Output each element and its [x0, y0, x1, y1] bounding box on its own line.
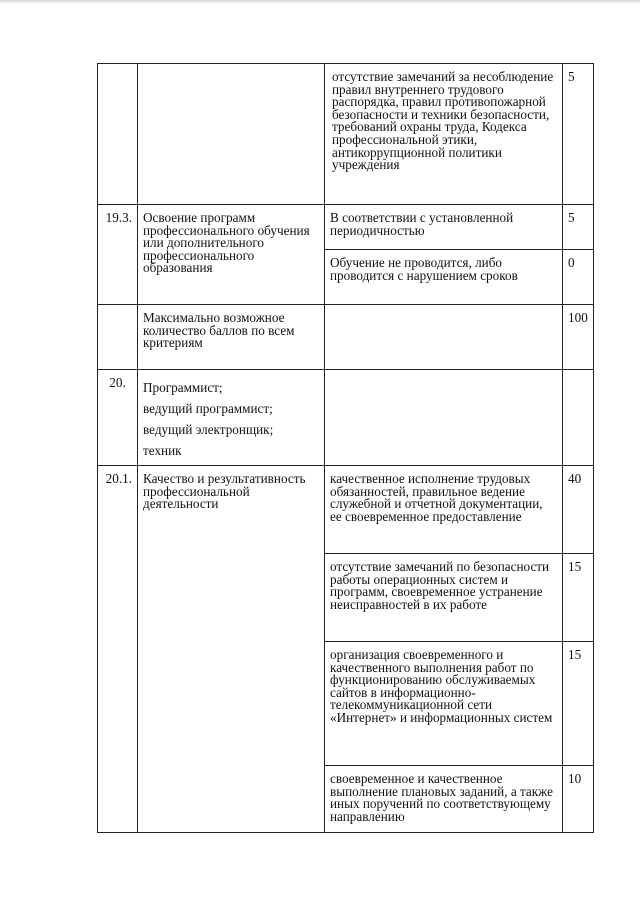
criteria-table — [97, 63, 594, 833]
row-number-cell: 20.1. — [98, 466, 138, 833]
score-cell: 40 — [563, 466, 594, 554]
position-title: ведущий программист; — [143, 401, 273, 416]
table-row — [98, 205, 594, 250]
score-cell: 15 — [563, 642, 594, 766]
position-title: ведущий электронщик; — [143, 422, 274, 437]
criterion-cell — [138, 64, 325, 205]
criterion-cell: Качество и результативность профессиональной деятельности — [138, 466, 325, 833]
score-cell: 5 — [563, 205, 594, 250]
score-cell: 100 — [563, 305, 594, 370]
table-row — [98, 370, 594, 466]
score-cell — [563, 370, 594, 466]
criterion-cell: Максимально возможное количество баллов по всем критериям — [138, 305, 325, 370]
condition-cell: отсутствие замечаний за несоблюдение правил внутреннего трудового распорядка, правил противопожарной безопасности и техники безопасности, требований охраны труда, Кодекса профессиональной этики, антикоррупционной политики учреждения — [325, 64, 563, 205]
score-cell: 10 — [563, 766, 594, 833]
condition-cell: качественное исполнение трудовых обязанностей, правильное ведение служебной и отчетной документации, ее своевременное предоставление — [325, 466, 563, 554]
condition-cell — [325, 370, 563, 466]
score-cell: 0 — [563, 250, 594, 305]
table-row — [98, 466, 594, 554]
row-number-cell: 19.3. — [98, 205, 138, 305]
condition-cell: отсутствие замечаний по безопасности работы операционных систем и программ, своевременное устранение неисправностей в их работе — [325, 554, 563, 642]
table-row — [98, 305, 594, 370]
scan-edge — [0, 0, 640, 4]
condition-cell: своевременное и качественное выполнение плановых заданий, а также иных поручений по соответствующему направлению — [325, 766, 563, 833]
condition-cell: Обучение не проводится, либо проводится с нарушением сроков — [325, 250, 563, 305]
condition-cell: В соответствии с установленной периодичностью — [325, 205, 563, 250]
position-title: Программист; — [143, 380, 223, 395]
criterion-cell: Освоение программ профессионального обучения или дополнительного профессионального образования — [138, 205, 325, 305]
row-number-cell — [98, 305, 138, 370]
position-title: техник — [143, 443, 182, 458]
table-row — [98, 64, 594, 205]
criterion-cell — [138, 370, 325, 466]
row-number-cell: 20. — [98, 370, 138, 466]
row-number-cell — [98, 64, 138, 205]
condition-cell — [325, 305, 563, 370]
score-cell: 5 — [563, 64, 594, 205]
score-cell: 15 — [563, 554, 594, 642]
condition-cell: организация своевременного и качественного выполнения работ по функционированию обслуживаемых сайтов в информационно-телекоммуникационной сети «Интернет» и информационных систем — [325, 642, 563, 766]
